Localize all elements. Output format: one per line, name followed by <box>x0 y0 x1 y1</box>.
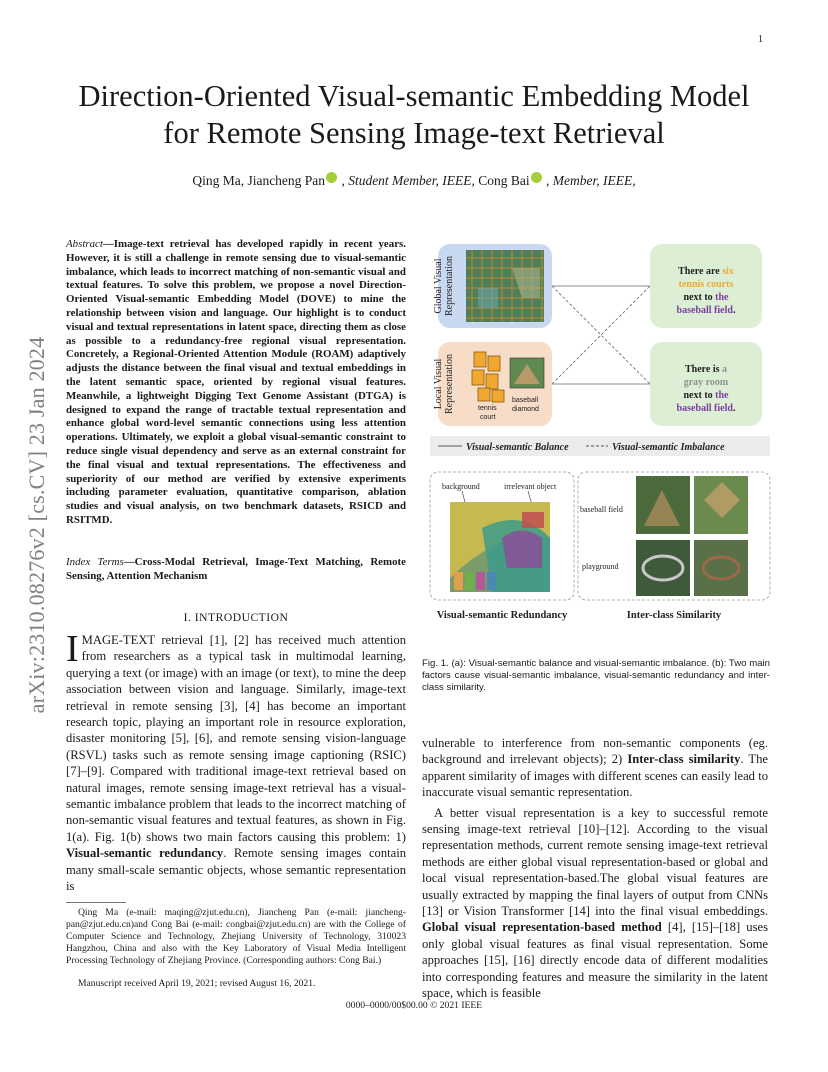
right-paragraph-2 <box>422 805 768 1002</box>
author-line <box>60 172 768 189</box>
right-p1-bold: Inter-class similarity <box>627 752 741 767</box>
arxiv-text: arXiv:2310.08276v2 [cs.CV] 23 Jan 2024 <box>24 336 49 714</box>
orcid-icon[interactable] <box>326 172 337 183</box>
copyright-line: 0000–0000/00$00.00 © 2021 IEEE <box>345 1000 483 1011</box>
drop-cap: I <box>66 628 79 670</box>
author-names-1: Qing Ma, Jiancheng Pan <box>192 173 326 188</box>
author-sep-1: , <box>338 173 349 188</box>
global-label: Global VisualRepresentation <box>433 256 455 316</box>
legend-balance: Visual-semantic Balance <box>466 442 569 453</box>
abstract-label: Abstract <box>66 238 103 250</box>
author-membership-1: Student Member, IEEE, <box>348 173 475 188</box>
baseball-field-label: baseball field <box>580 505 623 514</box>
segment-purple <box>502 531 542 569</box>
figure-caption: Fig. 1. (a): Visual-semantic balance and visual-semantic imbalance. (b): Two main factors cause visual-semantic imbalance, visual-semantic redundancy and inter-class similarity. <box>422 658 770 693</box>
arxiv-identifier <box>22 290 52 760</box>
svg-text:next to the: next to the <box>683 292 729 303</box>
footnote-text: Qing Ma (e-mail: maqing@zjut.edu.cn), Jiancheng Pan (e-mail: jiancheng-pan@zjut.edu.cn)and Cong Bai (e-mail: congbai@zjut.edu.cn) are with the College of Computer Science and Technology, Zhejiang University of Technology, 310023 Hangzhou, China and also with the Key Laboratory of Visual Media Intelligent Processing Technology of Zhejiang Province. (Corresponding authors: Cong Bai.) <box>66 907 406 966</box>
background-label: background <box>442 482 480 491</box>
right-paragraph-1 <box>422 735 768 801</box>
abstract <box>66 238 406 528</box>
tennis-court-label: tennis court <box>478 405 497 421</box>
irrelevant-object-label: irrelevant object <box>504 482 557 491</box>
similarity-title: Inter-class Similarity <box>626 610 722 621</box>
intro-bold: Visual-semantic redundancy <box>66 846 224 861</box>
orcid-icon[interactable] <box>531 172 542 183</box>
right-column-text <box>422 735 768 1002</box>
index-terms-text: —Cross-Modal Retrieval, Image-Text Matching, Remote Sensing, Attention Mechanism <box>66 556 406 582</box>
local-label: Local VisualRepresentation <box>433 354 455 414</box>
svg-text:There is a: There is a <box>684 364 728 375</box>
right-p2-text-a: A better visual representation is a key to successful remote sensing image-text retrieval [10]–[12]. According to the visual representation methods, current remote sensing image-text retrieval methods are either global visual representation-based or global and local visual representation-based.The global visual features are usually extracted by mapping the final layers of output from CNNs [13] or Vision Transformer [14] into the final visual embeddings. <box>422 805 768 919</box>
right-p2-bold: Global visual representation-based method <box>422 920 662 935</box>
court-patch <box>478 288 498 308</box>
svg-text:gray room: gray room <box>683 377 729 388</box>
index-terms <box>66 556 406 584</box>
footnote-rule <box>66 902 126 903</box>
author-membership-2: Member, IEEE, <box>552 173 636 188</box>
intro-paragraph <box>66 628 407 895</box>
baseball-field-images <box>636 476 748 534</box>
baseball-diamond-label: baseball diamond <box>512 397 539 413</box>
svg-text:baseball field.: baseball field. <box>676 403 736 414</box>
svg-text:baseball field.: baseball field. <box>676 305 736 316</box>
section-heading: I. INTRODUCTION <box>183 611 289 624</box>
footnote <box>66 907 406 967</box>
author-sep-2: , <box>542 173 553 188</box>
svg-text:next to the: next to the <box>683 390 729 401</box>
legend-imbalance: Visual-semantic Imbalance <box>612 442 725 453</box>
right-p1-text-a: vulnerable to interference from non-semantic components (eg. background and irrelevant objects); 2) <box>422 736 768 767</box>
svg-text:tennis courts: tennis courts <box>678 279 734 290</box>
intro-text-b: . Remote sensing images contain many small-scale semantic objects, whose semantic representation is <box>66 846 407 894</box>
playground-images <box>636 540 748 596</box>
page-number: 1 <box>758 34 763 45</box>
index-terms-label: Index Terms <box>66 556 124 568</box>
manuscript-note: Manuscript received April 19, 2021; revised August 16, 2021. <box>78 978 316 989</box>
svg-text:There are six: There are six <box>678 266 734 277</box>
right-p2-text-b: [4], [15]–[18] uses only global visual features as final visual representation. Some approaches [15], [16] directly encode data of different modalities into corresponding features and measure the similarity in the latent space, which is feasible <box>422 920 768 1001</box>
figure-1 <box>422 238 774 628</box>
intro-text-a: MAGE-TEXT retrieval [1], [2] has received much attention from researchers as a typical task in multimodal learning, querying a text (or image) with an image (or text), to mine the deep association between vision and language. Similarly, image-text retrieval in remote sensing [3], [4] has become an important research topic, playing an important role in resource exploration, disaster monitoring [5], [6], and remote sensing vision-language (RSVL) tasks such as remote sensing image captioning (RSIC) [7]–[9]. Compared with traditional image-text retrieval based on natural images, remote sensing image-text retrieval has a visual-semantic imbalance problem that leads to the incorrect matching of non-semantic visual features and textual features, as shown in Fig. 1(a). Fig. 1(b) shows two main factors causing this problem: 1) <box>66 633 406 844</box>
segment-red <box>522 512 544 528</box>
abstract-text: —Image-text retrieval has developed rapidly in recent years. However, it is still a challenge in remote sensing due to visual-semantic imbalance, which leads to incorrect matching of non-semantic visual and textual features. To solve this problem, we propose a novel Direction-Oriented Visual-semantic Embedding Model (DOVE) to mine the relationship between vision and language. Our highlight is to conduct visual and textual representations in latent space, directing them as close as possible to a redundancy-free regional visual representation. Concretely, a Regional-Oriented Attention Module (ROAM) adaptively adjusts the distance between the final visual and textual embeddings in the latent semantic space, oriented by regional visual features. Meanwhile, a lightweight Digging Text Genome Assistant (DTGA) is designed to expand the range of tractable textual representation and enhance global word-level semantic connections using less attention operations. Ultimately, we exploit a global visual-semantic constraint to reduce single visual dependency and serve as an external constraint for the final visual and textual representations. The effectiveness and superiority of our method are verified by extensive experiments including parameter evaluation, quantitative comparison, ablation studies and visual analysis, on two benchmark datasets, RSICD and RSITMD. <box>66 238 406 526</box>
right-p1-text-b: . The apparent similarity of images with different scenes can easily lead to inaccurate visual semantic representation. <box>422 752 769 800</box>
playground-label: playground <box>582 562 619 571</box>
author-names-2: Cong Bai <box>474 173 530 188</box>
redundancy-title: Visual-semantic Redundancy <box>436 610 568 621</box>
paper-title: Direction-Oriented Visual-semantic Embedding Model for Remote Sensing Image-text Retrieval <box>78 79 750 150</box>
